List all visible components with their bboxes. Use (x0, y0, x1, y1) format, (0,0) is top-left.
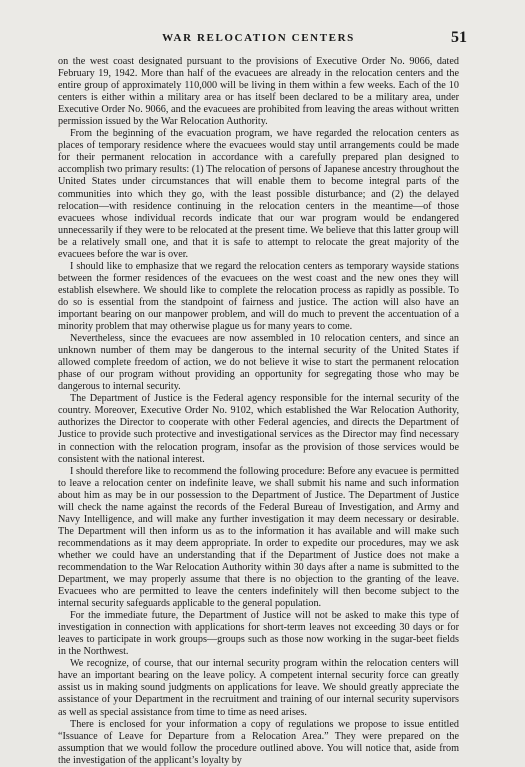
paragraph: From the beginning of the evacuation program, we have regarded the relocation centers as places of temporary residence where the evacuees would stay until arrangements could be made for their permanent relocation in accordance with a carefully prepared plan designed to accomplish two primary results: (1) The relocation of persons of Japanese ancestry throughout the United States under circumstances that will enable them to become integral parts of the communities into which they go, with the least possible disturbance; and (2) the delayed relocation—with residence continuing in the relocation centers in the meantime—of those evacuees whose individual records indicate that our war program would be endangered unnecessarily if they were to be relocated at the present time. We believe that this latter group will be a relatively small one, and that it is safe to attempt to relocate the great majority of the evacuees before the war is over. (58, 128, 459, 260)
paragraph: There is enclosed for your information a copy of regulations we propose to issue entitled “Issuance of Leave for Departure from a Relocation Area.” They were prepared on the assumption that we would follow the procedure outlined above. You will notice that, aside from the investigation of the applicant’s loyalty by (58, 718, 459, 766)
paragraph: I should therefore like to recommend the following procedure: Before any evacuee is permitted to leave a relocation center on indefinite leave, we shall submit his name and such information about him as may be in our possession to the Department of Justice. The Department of Justice will check the name against the records of the Federal Bureau of Investigation, and Army and Navy Intelligence, and will make any further investigation it may deem necessary or desirable. The Department will then inform us as to the information it has available and will make such recommendations as it may deem appropriate. In order to expedite our procedures, may we ask whether we could have an understanding that if the Department of Justice does not make a recommendation to the War Relocation Authority within 30 days after a name is submitted to the Department, we may properly assume that there is no objection to the granting of the leave. Evacuees who are permitted to leave the centers indefinitely will then become subject to the internal security safeguards applicable to the general population. (58, 465, 459, 610)
paragraph: The Department of Justice is the Federal agency responsible for the internal security of the country. Moreover, Executive Order No. 9102, which established the War Relocation Authority, authorizes the Director to cooperate with other Federal agencies, and directs the Department of Justice to provide such protective and investigational services as the Director may find necessary in connection with the relocation program, insofar as the provision of those services would be consistent with the national interest. (58, 393, 459, 465)
body-text (58, 56, 459, 767)
paragraph: For the immediate future, the Department of Justice will not be asked to make this type of investigation in connection with applications for short-term leaves not exceeding 30 days or for leaves to participate in work groups—groups such as those now working in the sugar-beet fields in the Northwest. (58, 610, 459, 658)
page-number: 51 (451, 29, 467, 46)
running-title: WAR RELOCATION CENTERS (162, 32, 355, 44)
paragraph: Nevertheless, since the evacuees are now assembled in 10 relocation centers, and since an unknown number of them may be dangerous to the internal security of the United States if allowed complete freedom of action, we do not believe it wise to start the permanent relocation phase of our program without providing an opportunity for segregating those who may be dangerous to internal security. (58, 333, 459, 393)
paragraph: We recognize, of course, that our internal security program within the relocation centers will have an important bearing on the leave policy. A competent internal security force can greatly assist us in making sound judgments on applications for leave. We should greatly appreciate the assistance of your Department in the recruitment and training of our internal security supervisors as well as special assistance from time to time as need arises. (58, 658, 459, 718)
paragraph: I should like to emphasize that we regard the relocation centers as temporary wayside stations between the former residences of the evacuees on the west coast and the new ones they will establish elsewhere. We should like to complete the relocation process as rapidly as possible. To do so is essential from the standpoint of fairness and justice. The action will also have an important bearing on our manpower problem, and will do much to prevent the accentuation of a minority problem that may otherwise plague us for many years to come. (58, 260, 459, 333)
paragraph: on the west coast designated pursuant to the provisions of Executive Order No. 9066, dated February 19, 1942. More than half of the evacuees are already in the relocation centers and the entire group of approximately 110,000 will be living in them within a few weeks. Each of the 10 centers is either within a military area or has itself been declared to be a military area, under Executive Order No. 9066, and the evacuees are prohibited from leaving the areas without written permission issued by the War Relocation Authority. (58, 56, 459, 128)
page-header (58, 29, 467, 50)
